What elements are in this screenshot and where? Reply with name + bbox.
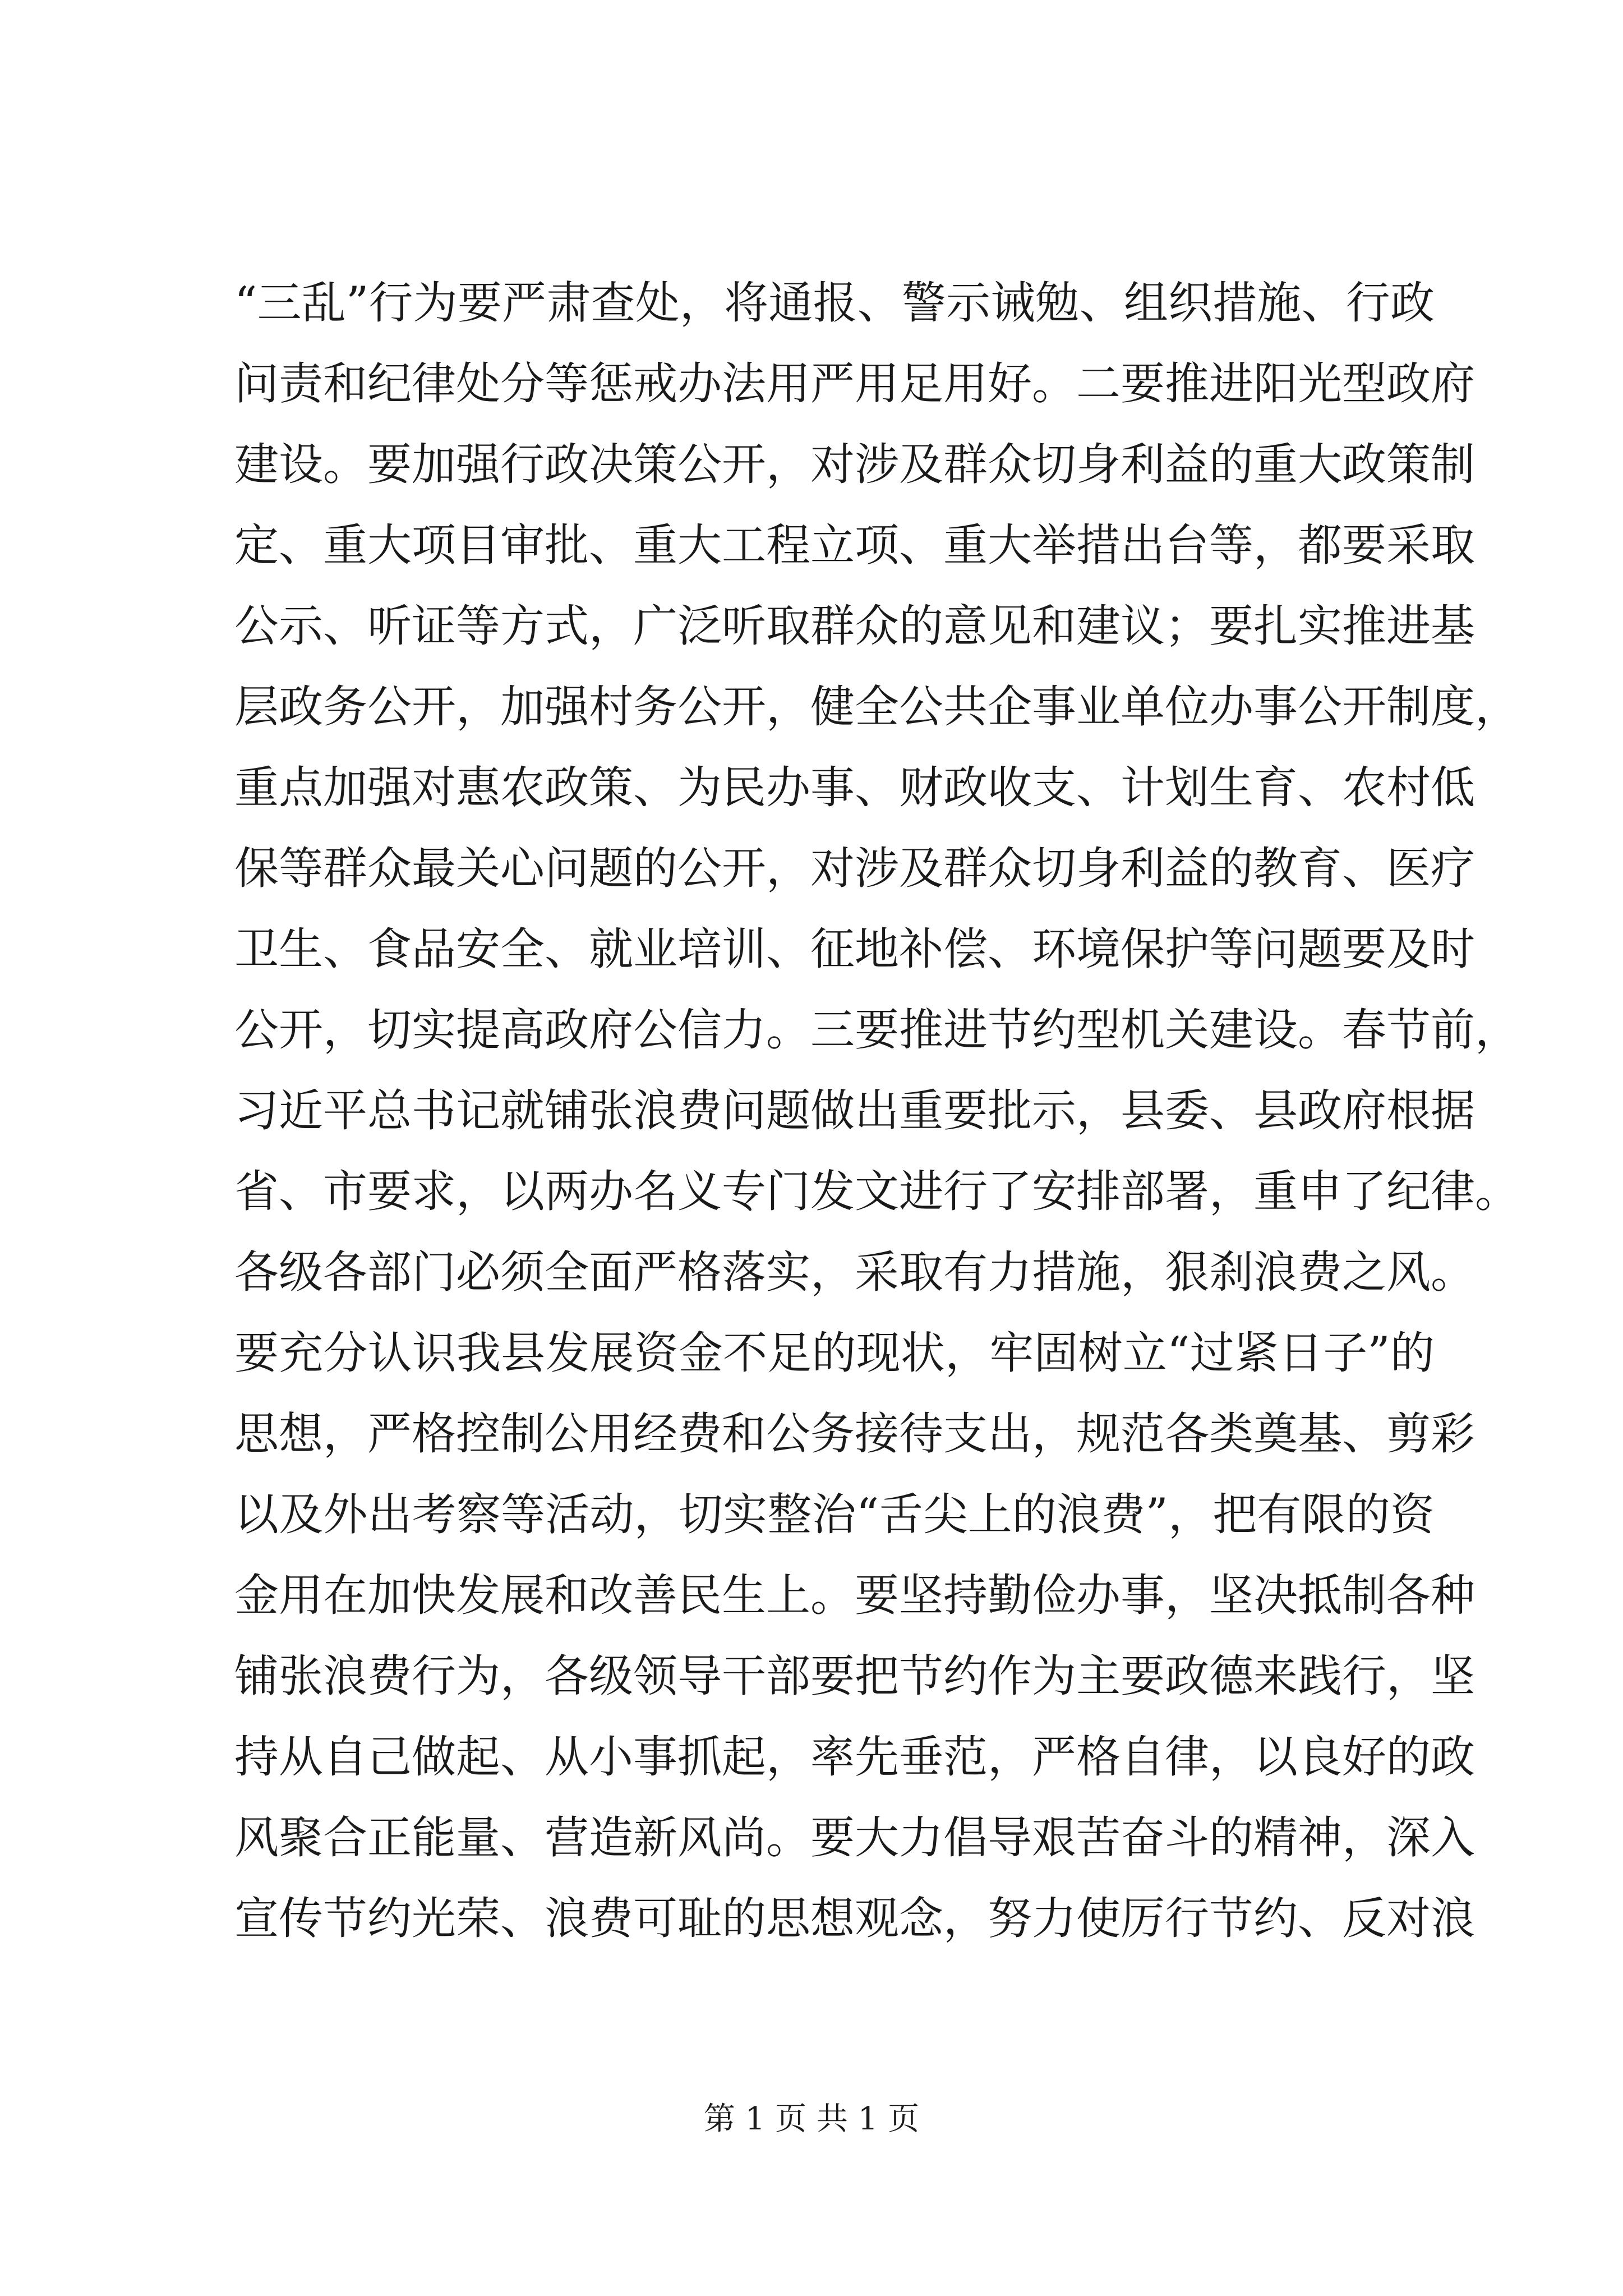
text-line: 金用在加快发展和改善民生上。要坚持勤俭办事，坚决抵制各种 bbox=[234, 1570, 1475, 1621]
text-line: 持从自己做起、从小事抓起，率先垂范，严格自律，以良好的政 bbox=[234, 1731, 1475, 1783]
page-number-label: 第 1 页 共 1 页 bbox=[703, 2101, 920, 2137]
text-line: 宣传节约光荣、浪费可耻的思想观念，努力使厉行节约、反对浪 bbox=[234, 1893, 1475, 1944]
text-line: 省、市要求，以两办名义专门发文进行了安排部署，重申了纪律。 bbox=[234, 1166, 1519, 1217]
text-line: 思想，严格控制公用经费和公务接待支出，规范各类奠基、剪彩 bbox=[234, 1408, 1475, 1460]
text-line: “三乱”行为要严肃查处，将通报、警示诫勉、组织措施、行政 bbox=[234, 277, 1435, 329]
page-footer bbox=[0, 2097, 1623, 2142]
text-line: 问责和纪律处分等惩戒办法用严用足用好。二要推进阳光型政府 bbox=[234, 358, 1475, 409]
text-line: 要充分认识我县发展资金不足的现状，牢固树立“过紧日子”的 bbox=[234, 1327, 1435, 1379]
body-text bbox=[234, 263, 1519, 1959]
text-line: 各级各部门必须全面严格落实，采取有力措施，狠刹浪费之风。 bbox=[234, 1246, 1475, 1298]
text-line: 习近平总书记就铺张浪费问题做出重要批示，县委、县政府根据 bbox=[234, 1085, 1475, 1137]
text-line: 风聚合正能量、营造新风尚。要大力倡导艰苦奋斗的精神，深入 bbox=[234, 1812, 1475, 1864]
text-line: 公开，切实提高政府公信力。三要推进节约型机关建设。春节前， bbox=[234, 1004, 1519, 1056]
text-line: 定、重大项目审批、重大工程立项、重大举措出台等，都要采取 bbox=[234, 519, 1475, 571]
text-line: 重点加强对惠农政策、为民办事、财政收支、计划生育、农村低 bbox=[234, 762, 1475, 813]
text-line: 以及外出考察等活动，切实整治“舌尖上的浪费”，把有限的资 bbox=[234, 1489, 1435, 1540]
text-line: 建设。要加强行政决策公开，对涉及群众切身利益的重大政策制 bbox=[234, 439, 1475, 490]
text-line: 公示、听证等方式，广泛听取群众的意见和建议；要扎实推进基 bbox=[234, 600, 1475, 652]
text-line: 铺张浪费行为，各级领导干部要把节约作为主要政德来践行，坚 bbox=[234, 1650, 1475, 1702]
text-line: 保等群众最关心问题的公开，对涉及群众切身利益的教育、医疗 bbox=[234, 843, 1475, 894]
text-line: 层政务公开，加强村务公开，健全公共企事业单位办事公开制度， bbox=[234, 681, 1519, 733]
text-line: 卫生、食品安全、就业培训、征地补偿、环境保护等问题要及时 bbox=[234, 923, 1475, 975]
